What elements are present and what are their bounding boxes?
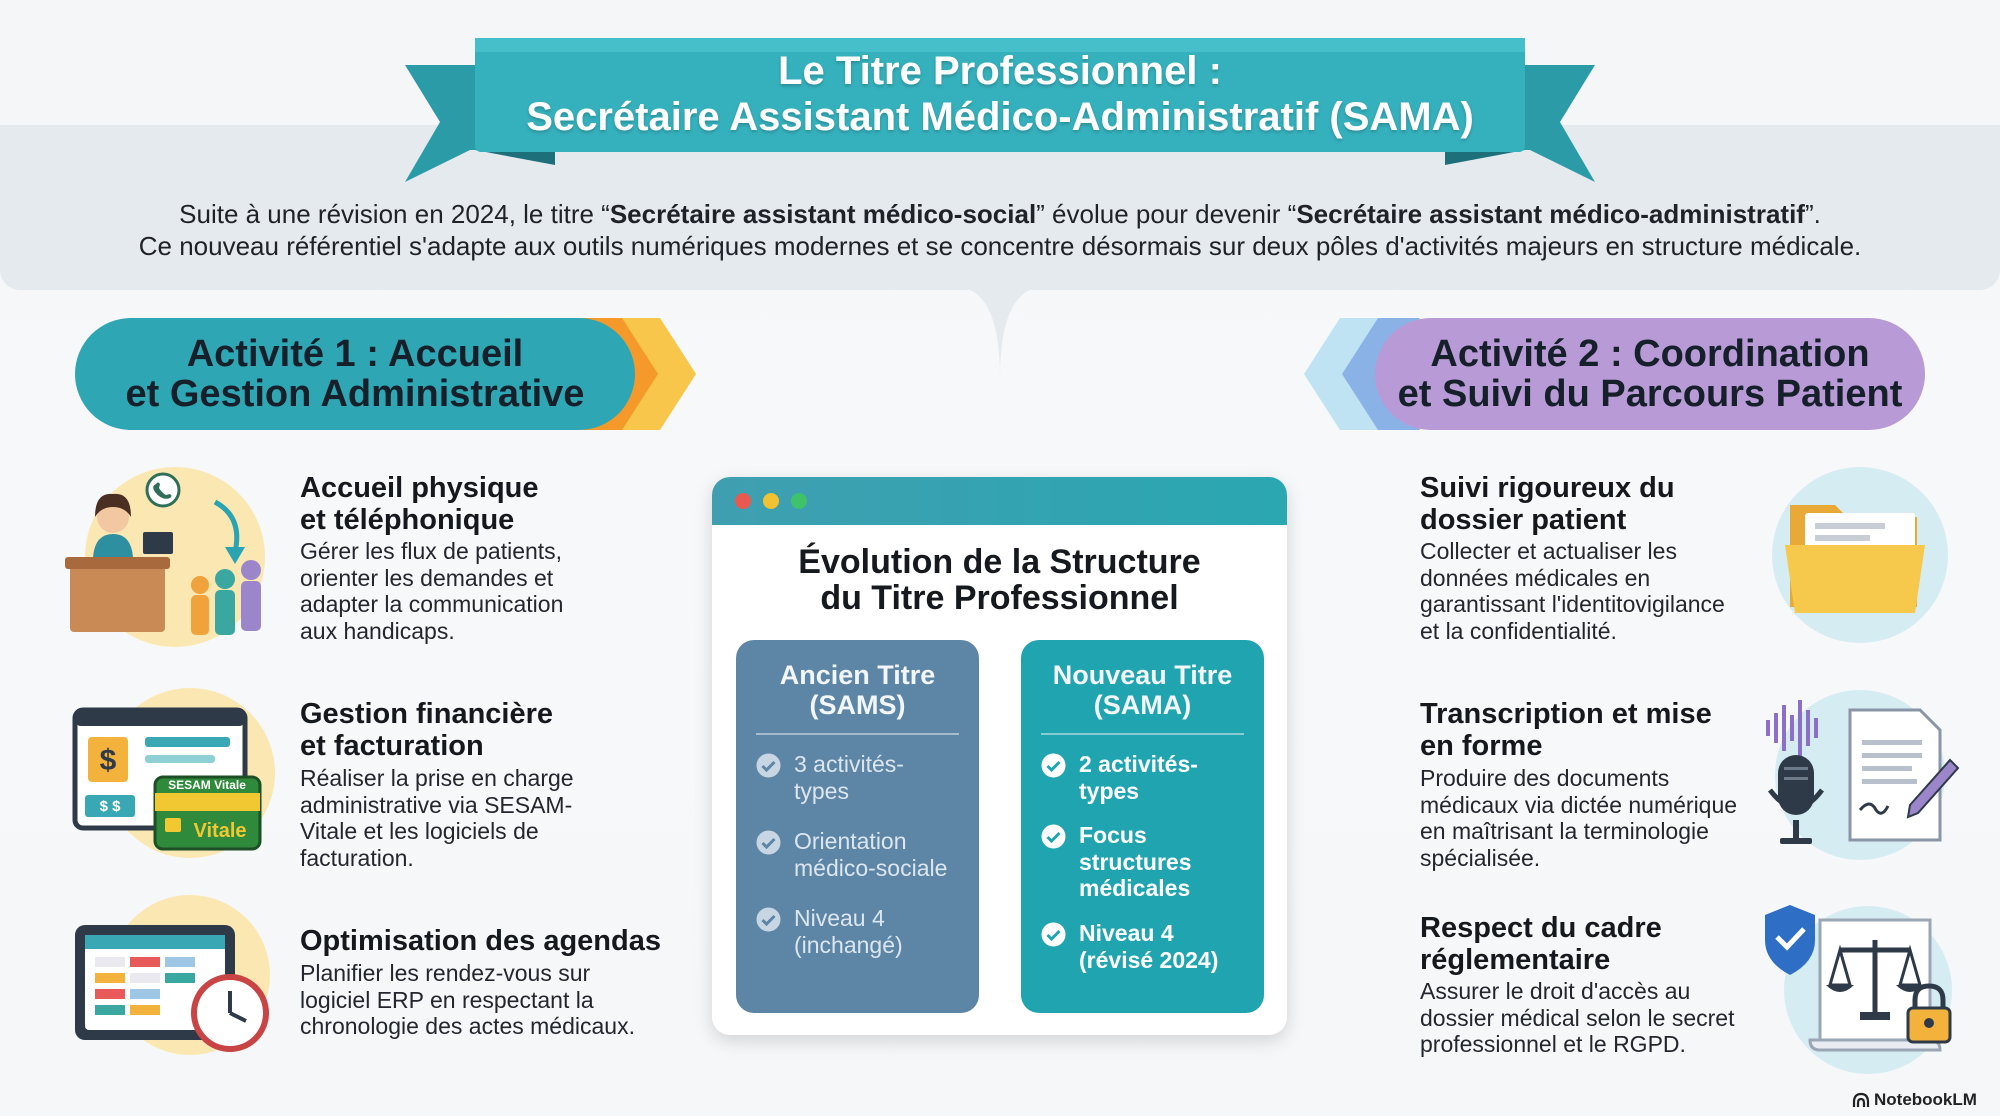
check-circle-icon [756,753,781,778]
title-line-2: Secrétaire Assistant Médico-Administratif (SAMA) [526,95,1474,139]
item-patient-file-text-line: garantissant l'identitovigilance [1420,591,1725,617]
item-reception-text-line: Gérer les flux de patients, [300,538,563,564]
intro-new-title: Secrétaire assistant médico-administratif [1296,199,1805,229]
old-item-activities-line-2: types [794,777,849,804]
new-item-level-line-1: Niveau 4 [1079,920,1174,946]
item-transcription-text-line: en maîtrisant la terminologie [1420,818,1709,844]
activity-1-banner [75,318,635,430]
old-item-level [794,905,974,958]
item-billing-text-line: Vitale et les logiciels de [300,818,539,844]
old-item-activities-line-1: 3 activités- [794,751,904,777]
comparison-card [712,477,1287,1035]
new-title-column [1021,640,1264,1013]
intro-part-3: ”. [1804,199,1821,229]
item-reception-text-line: adapter la communication [300,591,564,617]
window-dot-red [735,493,751,509]
comparison-title [712,544,1287,616]
item-regulation-text [1420,978,1734,1058]
item-transcription-title-line-1: Transcription et mise [1420,698,1712,730]
old-item-level-line-2: (inchangé) [794,931,903,958]
notebooklm-logo-icon [1852,1092,1870,1108]
card-title-bar [712,477,1287,525]
old-item-activities [794,751,974,804]
item-agenda-title [300,925,661,957]
old-title-header [736,660,979,720]
item-reception-text [300,538,563,644]
item-regulation-title-line-1: Respect du cadre [1420,912,1662,944]
item-patient-file-title [1420,472,1675,536]
calendar-clock-icon [70,895,280,1065]
activity-2-banner [1375,318,1925,430]
old-item-orientation [794,828,974,881]
new-title-header-line-2: (SAMA) [1093,690,1192,720]
new-item-focus-line-1: Focus [1079,822,1147,848]
new-title-divider [1041,733,1244,735]
item-transcription-title-line-2: en forme [1420,730,1543,762]
item-patient-file-title-line-2: dossier patient [1420,504,1627,536]
billing-screen-icon [70,685,280,865]
brand-label: NotebookLM [1874,1090,1977,1109]
new-item-focus-line-2: structures [1079,848,1192,875]
intro-text [40,198,1960,262]
intro-line-1 [40,198,1960,230]
check-circle-icon [1041,824,1066,849]
new-item-activities-line-1: 2 activités- [1079,751,1198,777]
item-reception-title-line-2: et téléphonique [300,504,515,536]
item-regulation-title-line-2: réglementaire [1420,944,1611,976]
old-title-divider [756,733,959,735]
activity-2-title-line-2: et Suivi du Parcours Patient [1397,373,1903,415]
item-billing-title-line-1: Gestion financière [300,698,554,730]
item-billing-text [300,765,574,871]
new-item-focus [1079,822,1259,902]
item-billing-text-line: administrative via SESAM- [300,791,573,818]
item-billing-text-line: Réaliser la prise en charge [300,765,574,791]
item-billing-text-line: facturation. [300,844,414,871]
item-transcription-text-line: médicaux via dictée numérique [1420,791,1738,818]
item-regulation-text-line: professionnel et le RGPD. [1420,1031,1686,1057]
new-item-activities-line-2: types [1079,777,1140,804]
intro-part-2: ” évolue pour devenir “ [1036,199,1297,229]
old-title-header-line-1: Ancien Titre [779,660,936,690]
comparison-title-line-1: Évolution de la Structure [798,543,1201,581]
item-billing-title-line-2: et facturation [300,730,484,762]
item-transcription-text [1420,765,1737,871]
intro-part-1: Suite à une révision en 2024, le titre “ [179,199,610,229]
new-item-activities [1079,751,1259,804]
item-patient-file-text-line: et la confidentialité. [1420,617,1617,644]
vitale-small-label: SESAM Vitale [168,778,246,792]
item-transcription-text-line: spécialisée. [1420,844,1541,871]
vitale-big-label: Vitale [193,820,247,842]
brand-notebooklm [1852,1090,1977,1110]
item-regulation-text-line: Assurer le droit d'accès au [1420,978,1691,1004]
svg-text:$: $ [99,744,117,777]
check-circle-icon [1041,922,1066,947]
item-agenda-title-line-1: Optimisation des agendas [300,925,661,957]
folder-icon [1760,465,1950,645]
comparison-title-line-2: du Titre Professionnel [820,579,1179,617]
item-agenda-text [300,960,635,1040]
old-item-level-line-1: Niveau 4 [794,905,885,931]
band-pointer [965,288,1035,378]
reception-desk-icon [65,462,280,652]
item-regulation-text-line: dossier médical selon le secret [1420,1004,1735,1031]
intro-old-title: Secrétaire assistant médico-social [609,199,1037,229]
check-circle-icon [1041,753,1066,778]
window-dot-yellow [763,493,779,509]
item-reception-title-line-1: Accueil physique [300,472,539,504]
activity-2-title-line-1: Activité 2 : Coordination [1430,333,1870,375]
new-item-focus-line-3: médicales [1079,875,1191,901]
item-reception-text-line: orienter les demandes et [300,564,554,591]
old-title-column [736,640,979,1013]
old-item-orientation-line-1: Orientation [794,828,907,854]
item-transcription-text-line: Produire des documents [1420,765,1670,791]
new-item-level-line-2: (révisé 2024) [1079,946,1219,973]
new-title-header [1021,660,1264,720]
old-item-orientation-line-2: médico-sociale [794,854,948,881]
title-line-1: Le Titre Professionnel : [778,49,1222,93]
item-regulation-title [1420,912,1662,976]
item-agenda-text-line: chronologie des actes médicaux. [300,1013,635,1039]
item-reception-title [300,472,539,536]
item-agenda-text-line: Planifier les rendez-vous sur [300,960,591,986]
microphone-document-icon [1760,685,1960,865]
item-patient-file-text [1420,538,1725,644]
activity-1-title-line-1: Activité 1 : Accueil [186,333,524,375]
check-circle-icon [756,830,781,855]
bill-label: $ $ [99,798,121,815]
scales-shield-lock-icon [1760,900,1960,1075]
item-patient-file-text-line: données médicales en [1420,564,1651,591]
item-patient-file-title-line-1: Suivi rigoureux du [1420,472,1675,504]
item-patient-file-text-line: Collecter et actualiser les [1420,538,1677,564]
item-agenda-text-line: logiciel ERP en respectant la [300,986,594,1013]
item-billing-title [300,698,553,762]
activity-1-title-line-2: et Gestion Administrative [125,373,585,415]
new-item-level [1079,920,1259,973]
check-circle-icon [756,907,781,932]
intro-line-2: Ce nouveau référentiel s'adapte aux outils numériques modernes et se concentre désormais sur deux pôles d'activités majeurs en structure médicale. [138,231,1862,261]
old-title-header-line-2: (SAMS) [809,690,906,720]
item-reception-text-line: aux handicaps. [300,617,455,644]
page-title [475,48,1525,140]
window-dot-green [791,493,807,509]
new-title-header-line-1: Nouveau Titre [1052,660,1233,690]
item-transcription-title [1420,698,1712,762]
